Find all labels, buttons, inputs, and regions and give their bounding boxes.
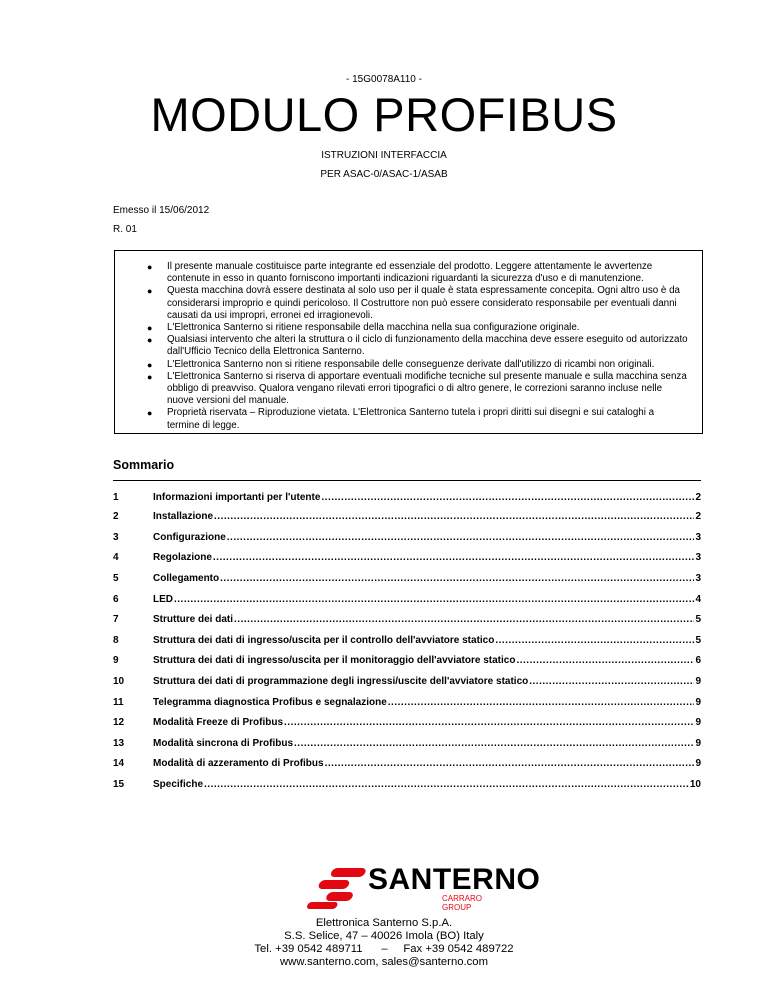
toc-entry[interactable]	[113, 511, 701, 525]
toc-entry[interactable]	[113, 594, 701, 608]
notice-text: Il presente manuale costituisce parte integrante ed essenziale del prodotto. Leggere attentamente le avvertenze contenute in esso in quanto forniscono importanti indicazioni riguardanti la sicurezza d'uso e di manutenzione.	[167, 261, 653, 285]
toc-leader	[321, 492, 694, 503]
toc-number: 6	[113, 594, 119, 605]
toc-title: Modalità sincrona di Profibus	[153, 738, 294, 749]
santerno-mark-icon	[306, 865, 366, 911]
toc-leader	[234, 614, 694, 625]
notice-text: Questa macchina dovrà essere destinata al solo uso per il quale è stata espressamente concepita. Ogni altro uso è da considerarsi improprio e quindi pericoloso. Il Costruttore non può essere considerato responsabile per eventuali danni causati da usi impropri, erronei ed irragionevoli.	[167, 285, 681, 321]
bullet-icon: ●	[147, 262, 153, 272]
toc-heading: Sommario	[113, 458, 175, 472]
toc-entry[interactable]	[113, 532, 701, 546]
toc-leader	[213, 552, 695, 563]
toc-number: 14	[113, 758, 125, 769]
toc-entry[interactable]	[113, 758, 701, 772]
issue-date: Emesso il 15/06/2012	[113, 205, 210, 216]
toc-page: 3	[695, 573, 701, 584]
toc-page: 4	[695, 594, 701, 605]
toc-number: 10	[113, 676, 125, 687]
toc-entry[interactable]	[113, 614, 701, 628]
toc-title: Specifiche	[153, 779, 204, 790]
notice-text: L'Elettronica Santerno si riserva di apportare eventuali modifiche tecniche sul presente manuale e sulla macchina senza obbligo di preavviso. Qualora vengano rilevati errori tipografici o di altro genere, le correzioni saranno incluse nelle nuove versioni del manuale.	[167, 370, 687, 407]
toc-number: 3	[113, 532, 119, 543]
footer-phone: Tel. +39 0542 489711 – Fax +39 0542 489722	[254, 943, 514, 955]
toc-leader	[227, 532, 695, 543]
toc-page: 3	[695, 552, 701, 563]
toc-number: 1	[113, 492, 119, 503]
notice-text: L'Elettronica Santerno si ritiene responsabile della macchina nella sua configurazione originale.	[167, 322, 580, 334]
toc-entry[interactable]	[113, 552, 701, 566]
toc-page: 9	[695, 717, 701, 728]
toc-leader	[516, 655, 694, 666]
toc-number: 5	[113, 573, 119, 584]
toc-leader	[388, 697, 695, 708]
toc-title: Telegramma diagnostica Profibus e segnalazione	[153, 697, 387, 708]
toc-title: Strutture dei dati	[153, 614, 234, 625]
toc-number: 15	[113, 779, 125, 790]
toc-leader	[284, 717, 694, 728]
toc-entry[interactable]	[113, 779, 701, 793]
notice-item	[115, 285, 702, 322]
toc-page: 10	[689, 779, 701, 790]
footer-web[interactable]: www.santerno.com, sales@santerno.com	[280, 956, 488, 968]
toc-title: Modalità Freeze di Profibus	[153, 717, 284, 728]
toc-entry[interactable]	[113, 655, 701, 669]
toc-entry[interactable]	[113, 717, 701, 731]
toc-page: 9	[695, 758, 701, 769]
notice-box	[114, 250, 703, 434]
toc-title: Informazioni importanti per l'utente	[153, 492, 321, 503]
toc-leader	[495, 635, 694, 646]
toc-page: 3	[695, 532, 701, 543]
toc-page: 9	[695, 676, 701, 687]
notice-item	[115, 334, 702, 358]
notice-text: Proprietà riservata – Riproduzione vietata. L'Elettronica Santerno tutela i propri diritti sui disegni e sui cataloghi a termine di legge.	[167, 407, 655, 431]
toc-title: Installazione	[153, 511, 214, 522]
toc-number: 4	[113, 552, 119, 563]
subtitle-instructions: ISTRUZIONI INTERFACCIA	[321, 150, 447, 161]
toc-leader	[214, 511, 694, 522]
document-code: - 15G0078A110 -	[346, 74, 422, 85]
toc-entry[interactable]	[113, 676, 701, 690]
toc-leader	[174, 594, 694, 605]
bullet-icon: ●	[147, 408, 153, 419]
toc-title: Regolazione	[153, 552, 212, 563]
toc-leader	[529, 676, 694, 687]
footer-company: Elettronica Santerno S.p.A.	[315, 917, 453, 929]
toc-page: 9	[695, 738, 701, 749]
toc-title: Struttura dei dati di programmazione degli ingressi/uscite dell'avviatore statico	[153, 676, 529, 687]
toc-divider	[113, 480, 701, 481]
toc-number: 8	[113, 635, 119, 646]
notice-item	[115, 407, 702, 431]
bullet-icon: ●	[147, 335, 153, 346]
toc-page: 2	[695, 511, 701, 522]
toc-entry[interactable]	[113, 492, 701, 506]
toc-entry[interactable]	[113, 738, 701, 752]
notice-list	[115, 261, 702, 432]
toc-page: 5	[695, 635, 701, 646]
toc-number: 13	[113, 738, 125, 749]
toc-leader	[220, 573, 694, 584]
toc-page: 6	[695, 655, 701, 666]
bullet-icon: ●	[147, 359, 153, 370]
toc-number: 7	[113, 614, 119, 625]
notice-item	[115, 359, 702, 371]
toc-page: 9	[695, 697, 701, 708]
notice-item	[115, 371, 702, 408]
subtitle-models: PER ASAC-0/ASAC-1/ASAB	[320, 169, 448, 180]
footer-address: S.S. Selice, 47 – 40026 Imola (BO) Italy	[284, 930, 484, 942]
toc-title: Configurazione	[153, 532, 226, 543]
page-title: MODULO PROFIBUS	[150, 88, 618, 141]
notice-text: Qualsiasi intervento che alteri la struttura o il ciclo di funzionamento della macchina deve essere eseguito od autorizzato dall'Ufficio Tecnico della Elettronica Santerno.	[167, 334, 688, 358]
toc-leader	[294, 738, 694, 749]
toc-leader	[204, 779, 689, 790]
bullet-icon: ●	[147, 371, 153, 382]
notice-item	[115, 261, 702, 285]
toc-entry[interactable]	[113, 573, 701, 587]
revision: R. 01	[113, 224, 137, 235]
toc-title: Collegamento	[153, 573, 220, 584]
notice-text: L'Elettronica Santerno non si ritiene responsabile delle conseguenze derivate dall'utilizzo di ricambi non originali.	[167, 358, 655, 370]
toc-leader	[325, 758, 695, 769]
toc-number: 12	[113, 717, 125, 728]
toc-title: Struttura dei dati di ingresso/uscita per il monitoraggio dell'avviatore statico	[153, 655, 516, 666]
toc-title: LED	[153, 594, 173, 605]
toc-number: 2	[113, 511, 119, 522]
brand-group: CARRARO GROUP	[442, 894, 483, 912]
toc-number: 11	[113, 697, 124, 708]
bullet-icon: ●	[147, 323, 153, 334]
toc-entry[interactable]	[113, 697, 701, 711]
toc-page: 5	[695, 614, 701, 625]
company-logo	[306, 863, 541, 912]
brand-name: SANTERNO	[368, 863, 541, 896]
toc-title: Struttura dei dati di ingresso/uscita per il controllo dell'avviatore statico	[153, 635, 495, 646]
toc-page: 2	[695, 492, 701, 503]
toc-number: 9	[113, 655, 119, 666]
notice-item	[115, 322, 702, 334]
toc-entry[interactable]	[113, 635, 701, 649]
bullet-icon: ●	[147, 286, 153, 297]
toc-title: Modalità di azzeramento di Profibus	[153, 758, 324, 769]
